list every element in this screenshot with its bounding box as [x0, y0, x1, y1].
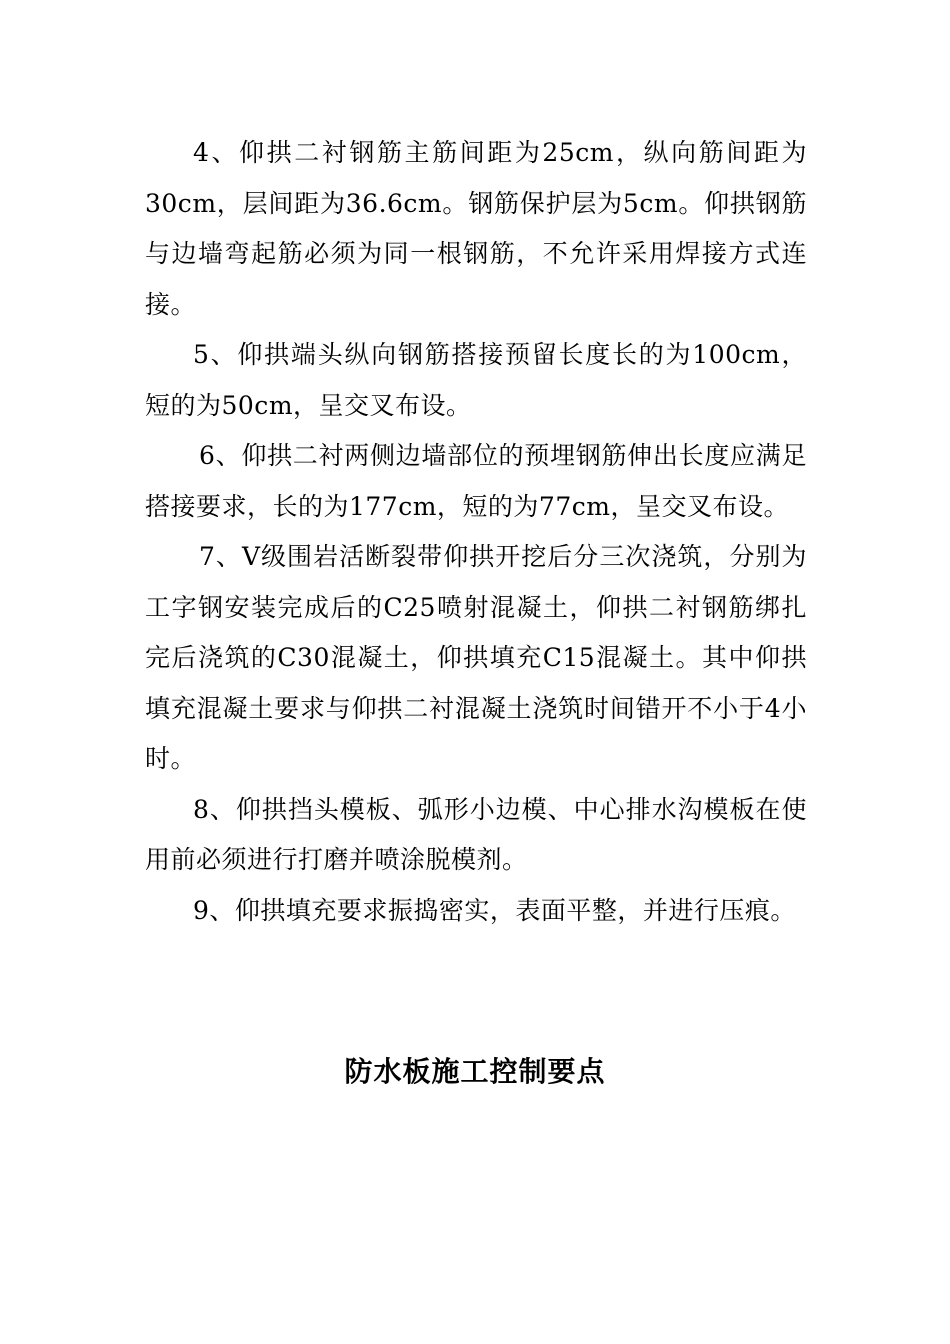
paragraph-item-6: 6、仰拱二衬两侧边墙部位的预埋钢筋伸出长度应满足搭接要求，长的为177cm，短的为77cm，呈交叉布设。: [145, 441, 807, 521]
paragraph-item-7: 7、V级围岩活断裂带仰拱开挖后分三次浇筑，分别为工字钢安装完成后的C25喷射混凝土，仰拱二衬钢筋绑扎完后浇筑的C30混凝土，仰拱填充C15混凝土。其中仰拱填充混凝土要求与仰拱二衬混凝土浇筑时间错开不小于4小时。: [145, 542, 807, 773]
paragraph-item-4: 4、仰拱二衬钢筋主筋间距为25cm，纵向筋间距为30cm，层间距为36.6cm。钢筋保护层为5cm。仰拱钢筋与边墙弯起筋必须为同一根钢筋，不允许采用焊接方式连接。: [145, 138, 807, 319]
paragraph-item-8: 8、仰拱挡头模板、弧形小边模、中心排水沟模板在使用前必须进行打磨并喷涂脱模剂。: [145, 794, 807, 874]
document-body: [145, 128, 807, 936]
paragraph-item-9: 9、仰拱填充要求振捣密实，表面平整，并进行压痕。: [193, 895, 796, 925]
section-heading: 防水板施工控制要点: [344, 1055, 606, 1088]
paragraph-item-5: 5、仰拱端头纵向钢筋搭接预留长度长的为100cm，短的为50cm，呈交叉布设。: [145, 340, 807, 420]
